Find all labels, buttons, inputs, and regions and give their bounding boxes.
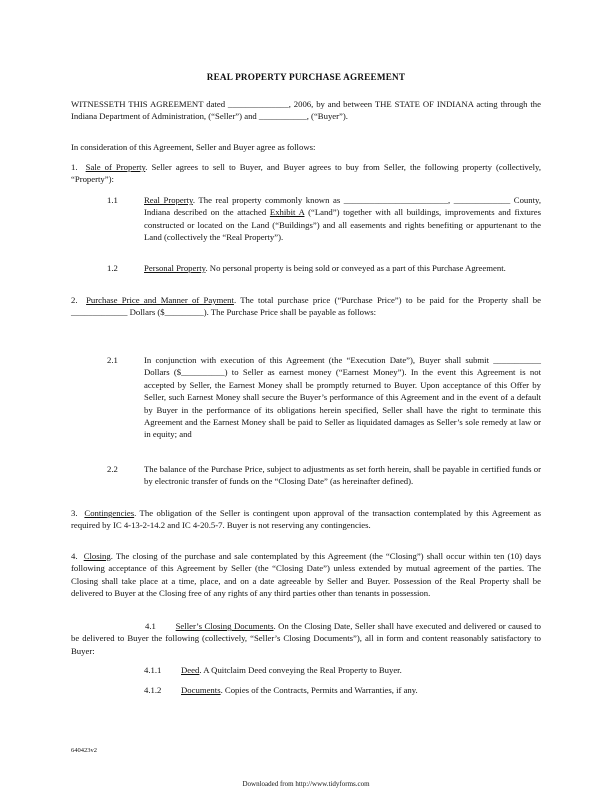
section-1-1-number: 1.1 [107,195,118,205]
section-4-1-text: . On the Closing Date, Seller shall have executed and delivered or caused to be delivered to Buyer the following (collectively, “Seller’s Closing Documents”), all in form and content reasonably satisfactory to Buyer: [71,621,542,656]
section-2-number: 2. [71,295,78,305]
section-4-1-1-text: . A Quitclaim Deed conveying the Real Property to Buyer. [199,665,402,675]
section-3-number: 3. [71,508,78,518]
section-1-text: . Seller agrees to sell to Buyer, and Buyer agrees to buy from Seller, the following property (collectively, “Property”): [71,162,541,185]
section-1-2 [144,262,541,274]
section-2-text: . The total purchase price (“Purchase Price”) to be paid for the Property shall be _____________ Dollars ($_________). The Purchase Price shall be payable as follows: [71,295,542,318]
consideration-paragraph: In consideration of this Agreement, Seller and Buyer agree as follows: [71,142,316,152]
section-4-text: . The closing of the purchase and sale contemplated by this Agreement (the “Closing”) shall occur within ten (10) days following acceptance of this Agreement by Seller (the “Closing Date”) unless extended by mutual agreement of the parties. The Closing shall take place at a time, place, and on a date agreeable by Seller and Buyer. Possession of the Real Property shall be delivered to Buyer at the Closing free of any rights of any third parties other than tenants in possession. [71,551,542,599]
section-4-1-2-text: . Copies of the Contracts, Permits and Warranties, if any. [220,685,418,695]
section-4-1-2-number: 4.1.2 [144,685,162,695]
section-1-heading: Sale of Property [85,162,146,172]
exhibit-a-reference: Exhibit A [269,207,305,218]
section-4-1-number: 4.1 [145,621,156,631]
section-4-heading: Closing [83,551,111,561]
document-title: REAL PROPERTY PURCHASE AGREEMENT [206,72,406,82]
section-2-1-text: In conjunction with execution of this Agreement (the “Execution Date”), Buyer shall submit ___________ Dollars ($__________) to Seller as earnest money (“Earnest Money”). In the event this Agreement is not accepted by Seller, the Earnest Money shall be promptly returned to Buyer. Upon acceptance of this Offer by Seller, such Earnest Money shall secure the Buyer’s performance of this Agreement and in the event of a default by Buyer in the performance of its obligations herein specified, Seller shall have the right to terminate this Agreement and the Earnest Money shall be paid to Seller as liquidated damages as Seller’s sole remedy at law or in equity; and [144,355,541,440]
intro-paragraph: WITNESSETH THIS AGREEMENT dated ______________, 2006, by and between THE STATE OF INDIANA acting through the Indiana Department of Administration, (“Seller”) and ___________, (“Buyer”). [71,99,541,122]
section-1-2-text: . No personal property is being sold or conveyed as a part of this Purchase Agreement. [205,263,506,273]
section-1-1-text-b: (“Land”) together with all buildings, improvements and fixtures constructed or located on the Land (“Buildings”) and all easements and rights benefiting or appurtenant to the Land (collectively the “Real Property”). [144,207,541,243]
document-code: 640423v2 [71,747,97,754]
section-4-number: 4. [71,551,78,561]
section-4-1-heading: Seller’s Closing Documents [175,621,274,631]
section-4-1-1-heading: Deed [181,665,200,675]
section-2-1-number: 2.1 [107,355,118,365]
section-4-1-1 [181,664,541,676]
section-4 [71,550,541,600]
section-4-1 [71,620,541,657]
section-2 [71,294,541,319]
section-1 [71,161,541,186]
section-4-1-2-heading: Documents [181,685,221,695]
section-3 [71,507,541,532]
section-1-1-heading: Real Property [144,195,193,205]
download-source-link[interactable]: Downloaded from http://www.tidyforms.com [242,780,370,788]
section-4-1-2 [181,684,541,696]
section-4-1-1-number: 4.1.1 [144,665,162,675]
section-3-heading: Contingencies [84,508,135,518]
section-1-1-text-a: . The real property commonly known as ________________________, _____________ County, Indiana described on the attached [144,195,541,218]
section-1-2-heading: Personal Property [144,263,206,273]
section-1-2-number: 1.2 [107,263,118,273]
section-1-number: 1. [71,162,78,172]
section-1-1 [144,194,541,244]
section-2-heading: Purchase Price and Manner of Payment [86,295,234,305]
section-2-2-number: 2.2 [107,464,118,474]
section-3-text: . The obligation of the Seller is contingent upon approval of the transaction contemplated by this Agreement as required by IC 4-13-2-14.2 and IC 4-20.5-7. Buyer is not reserving any contingencies. [71,508,542,531]
section-2-2-text: The balance of the Purchase Price, subject to adjustments as set forth herein, shall be payable in certified funds or by electronic transfer of funds on the “Closing Date” (as hereinafter defined). [144,464,541,487]
